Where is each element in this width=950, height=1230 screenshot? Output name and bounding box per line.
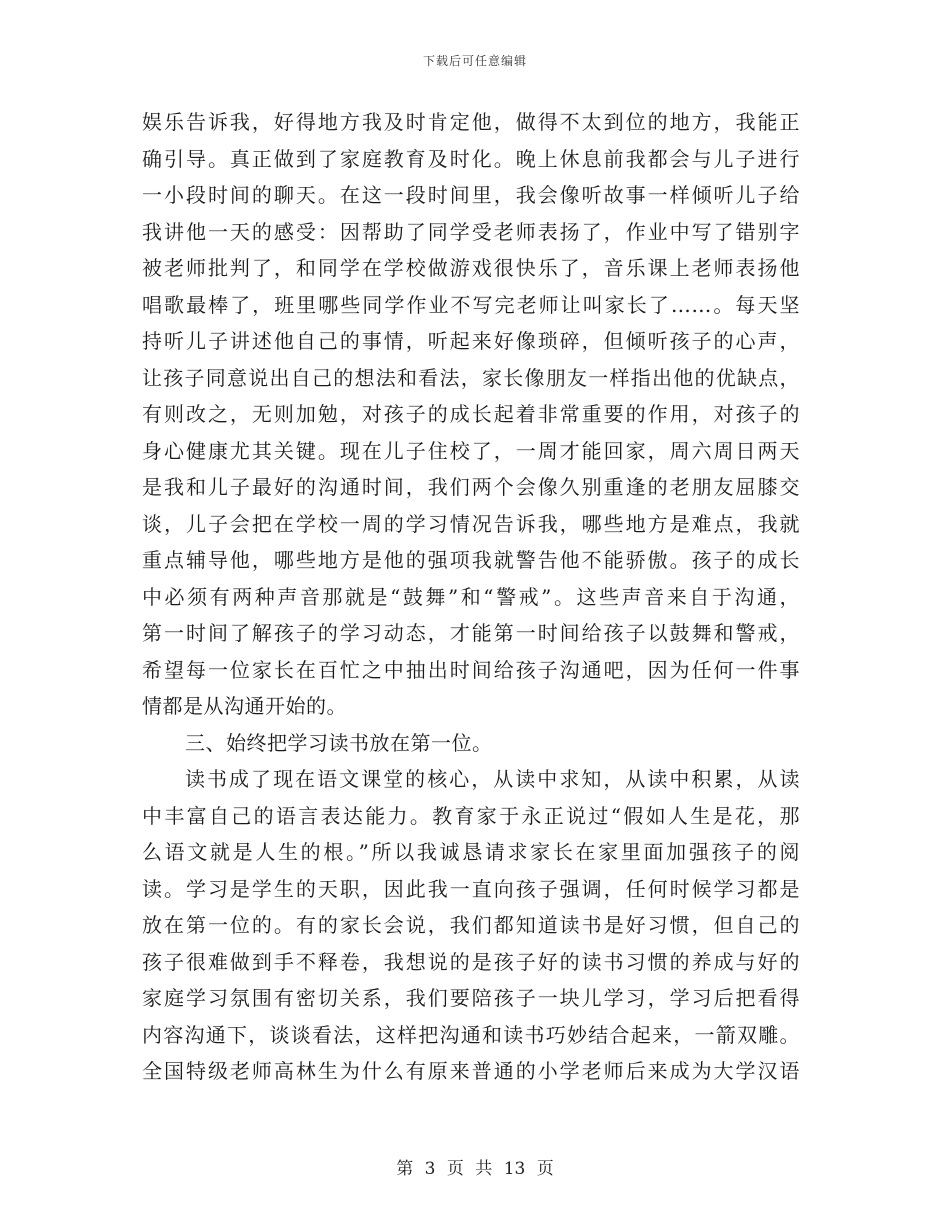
text-line: 情都是从沟通开始的。 (142, 694, 347, 718)
page-header: 下载后可任意编辑 (422, 54, 527, 68)
text-line: 三、始终把学习读书放在第一位。 (185, 730, 493, 755)
text-line: 身心健康尤其关键。现在儿子住校了，一周才能回家，周六周日两天 (142, 438, 800, 463)
text-line: 孩子很难做到手不释卷，我想说的是孩子好的读书习惯的养成与好的 (142, 949, 800, 974)
text-line: 内容沟通下，谈谈看法，这样把沟通和读书巧妙结合起来，一箭双雕。 (142, 1022, 800, 1047)
text-line: 被老师批判了，和同学在学校做游戏很快乐了，音乐课上老师表扬他 (142, 256, 800, 280)
text-line: 有则改之，无则加勉，对孩子的成长起着非常重要的作用，对孩子的 (142, 402, 800, 426)
text-line: 放在第一位的。有的家长会说，我们都知道读书是好习惯，但自己的 (142, 913, 800, 937)
text-line: 谈，儿子会把在学校一周的学习情况告诉我，哪些地方是难点，我就 (142, 511, 800, 536)
text-line: 是我和儿子最好的沟通时间，我们两个会像久别重逢的老朋友屈膝交 (142, 475, 800, 499)
text-line: 家庭学习氛围有密切关系，我们要陪孩子一块儿学习，学习后把看得 (142, 986, 800, 1010)
page-footer: 第 3 页 共 13 页 (396, 1159, 554, 1179)
text-line: 确引导。真正做到了家庭教育及时化。晚上休息前我都会与儿子进行 (142, 146, 800, 171)
text-line: 么语文就是人生的根。”所以我诚恳请求家长在家里面加强孩子的阅 (142, 840, 800, 864)
text-line: 全国特级老师高林生为什么有原来普通的小学老师后来成为大学汉语 (142, 1059, 800, 1083)
text-line: 唱歌最棒了，班里哪些同学作业不写完老师让叫家长了……。每天坚 (142, 292, 800, 317)
text-line: 读。学习是学生的天职，因此我一直向孩子强调，任何时候学习都是 (142, 876, 800, 901)
text-line: 一小段时间的聊天。在这一段时间里，我会像听故事一样倾听儿子给 (142, 183, 800, 207)
text-line: 读书成了现在语文课堂的核心，从读中求知，从读中积累，从读 (185, 767, 800, 791)
text-line: 重点辅导他，哪些地方是他的强项我就警告他不能骄傲。孩子的成长 (142, 548, 800, 572)
text-line: 持听儿子讲述他自己的事情，听起来好像琐碎，但倾听孩子的心声， (142, 329, 800, 353)
text-line: 中丰富自己的语言表达能力。教育家于永正说过“假如人生是花，那 (142, 803, 800, 828)
text-line: 让孩子同意说出自己的想法和看法，家长像朋友一样指出他的优缺点， (142, 365, 800, 390)
text-line: 中必须有两种声音那就是“鼓舞”和“警戒”。这些声音来自于沟通， (142, 584, 800, 609)
document-body (142, 104, 800, 1090)
text-line: 娱乐告诉我，好得地方我及时肯定他，做得不太到位的地方，我能正 (142, 110, 800, 134)
text-line: 第一时间了解孩子的学习动态，才能第一时间给孩子以鼓舞和警戒， (142, 621, 800, 645)
text-line: 希望每一位家长在百忙之中抽出时间给孩子沟通吧，因为任何一件事 (142, 657, 800, 682)
text-line: 我讲他一天的感受：因帮助了同学受老师表扬了，作业中写了错别字 (142, 219, 800, 244)
